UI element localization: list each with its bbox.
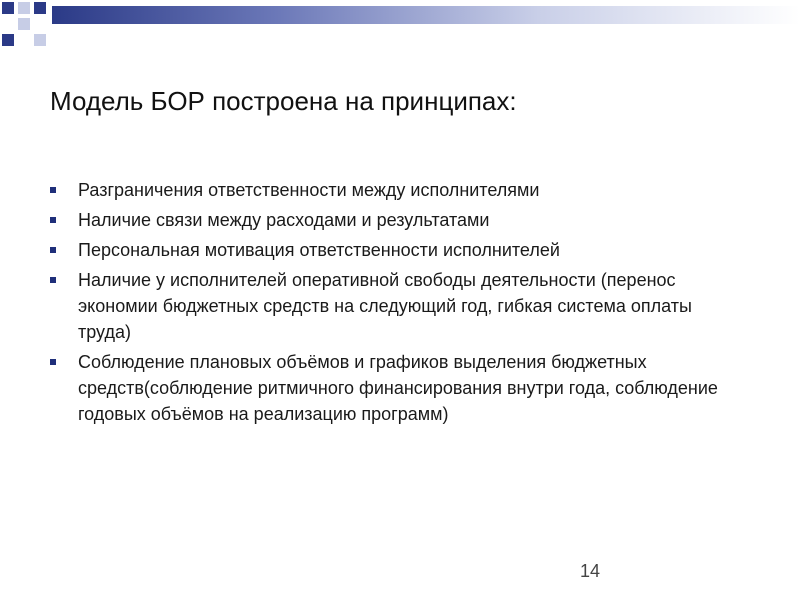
bullet-text: Разграничения ответственности между исполнителями <box>78 180 540 200</box>
bullet-text: Персональная мотивация ответственности исполнителей <box>78 240 560 260</box>
decor-square <box>34 2 46 14</box>
square-bullet-icon <box>50 217 56 223</box>
bullet-list <box>46 177 746 431</box>
bullet-item <box>46 237 746 263</box>
slide-title: Модель БОР построена на принципах: <box>50 86 517 116</box>
page-number: 14 <box>580 561 601 581</box>
square-bullet-icon <box>50 277 56 283</box>
bullet-item <box>46 267 746 345</box>
bullet-text: Соблюдение плановых объёмов и графиков выделения бюджетных средств(соблюдение ритмичного финансирования внутри года, соблюдение годовых объёмов на реализацию программ) <box>78 352 718 424</box>
bullet-text: Наличие связи между расходами и результатами <box>78 210 490 230</box>
bullet-item <box>46 349 746 427</box>
bullet-item <box>46 177 746 203</box>
bullet-item <box>46 207 746 233</box>
bullet-text: Наличие у исполнителей оперативной свободы деятельности (перенос экономии бюджетных средств на следующий год, гибкая система оплаты труда) <box>78 270 692 342</box>
decor-square <box>2 34 14 46</box>
header-gradient-bar <box>52 6 800 24</box>
decor-square <box>34 34 46 46</box>
decor-square <box>18 18 30 30</box>
square-bullet-icon <box>50 187 56 193</box>
decor-square <box>18 2 30 14</box>
square-bullet-icon <box>50 247 56 253</box>
square-bullet-icon <box>50 359 56 365</box>
decor-square <box>2 2 14 14</box>
